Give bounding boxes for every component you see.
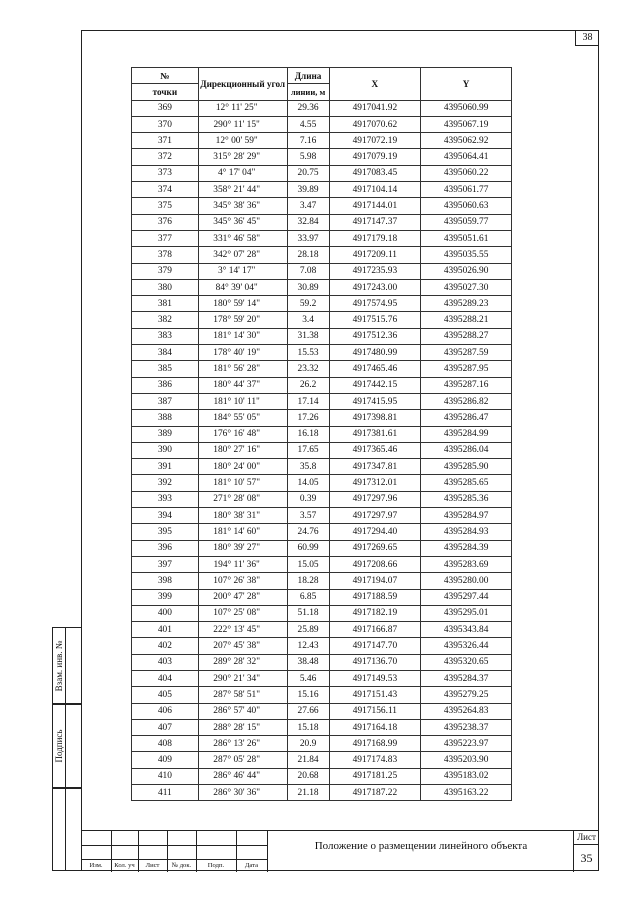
cell-x: 4917243.00 — [329, 279, 421, 295]
cell-x: 4917381.61 — [329, 426, 421, 442]
table-row — [132, 328, 512, 344]
cell-x: 4917182.19 — [329, 605, 421, 621]
cell-length: 0.39 — [287, 491, 329, 507]
table-row — [132, 426, 512, 442]
header-point-number-symbol: № — [132, 68, 199, 84]
table-row — [132, 312, 512, 328]
cell-x: 4917465.46 — [329, 361, 421, 377]
tb-col-docnum: № док. — [171, 862, 192, 869]
cell-y: 4395163.22 — [421, 785, 512, 801]
side-stamp-signature-label: Подпись — [54, 729, 64, 763]
cell-point: 406 — [132, 703, 199, 719]
cell-length: 21.18 — [287, 785, 329, 801]
cell-length: 38.48 — [287, 654, 329, 670]
cell-length: 23.32 — [287, 361, 329, 377]
tb-col-count: Кол. уч — [114, 862, 135, 869]
cell-length: 60.99 — [287, 540, 329, 556]
table-row — [132, 247, 512, 263]
cell-x: 4917415.95 — [329, 393, 421, 409]
header-point-label: точки — [132, 84, 199, 100]
cell-y: 4395035.55 — [421, 247, 512, 263]
cell-y: 4395326.44 — [421, 638, 512, 654]
table-row — [132, 100, 512, 116]
cell-y: 4395287.59 — [421, 345, 512, 361]
cell-x: 4917187.22 — [329, 785, 421, 801]
table-row — [132, 377, 512, 393]
cell-angle: 345° 38' 36" — [198, 198, 287, 214]
cell-x: 4917574.95 — [329, 296, 421, 312]
header-length-top: Длина — [287, 68, 329, 84]
cell-y: 4395295.01 — [421, 605, 512, 621]
cell-x: 4917347.81 — [329, 459, 421, 475]
table-row — [132, 442, 512, 458]
cell-angle: 184° 55' 05" — [198, 410, 287, 426]
cell-point: 375 — [132, 198, 199, 214]
table-row — [132, 719, 512, 735]
cell-length: 15.53 — [287, 345, 329, 361]
cell-x: 4917269.65 — [329, 540, 421, 556]
cell-y: 4395203.90 — [421, 752, 512, 768]
header-y: Y — [421, 68, 512, 101]
cell-y: 4395288.21 — [421, 312, 512, 328]
cell-point: 400 — [132, 605, 199, 621]
cell-y: 4395060.22 — [421, 165, 512, 181]
table-row — [132, 279, 512, 295]
cell-point: 383 — [132, 328, 199, 344]
cell-angle: 289° 28' 32" — [198, 654, 287, 670]
cell-x: 4917188.59 — [329, 589, 421, 605]
cell-length: 7.16 — [287, 133, 329, 149]
cell-point: 374 — [132, 182, 199, 198]
cell-y: 4395320.65 — [421, 654, 512, 670]
cell-angle: 286° 13' 26" — [198, 736, 287, 752]
cell-x: 4917136.70 — [329, 654, 421, 670]
cell-y: 4395285.90 — [421, 459, 512, 475]
cell-angle: 178° 59' 20" — [198, 312, 287, 328]
cell-point: 398 — [132, 573, 199, 589]
cell-angle: 181° 10' 11" — [198, 393, 287, 409]
cell-y: 4395343.84 — [421, 622, 512, 638]
cell-point: 403 — [132, 654, 199, 670]
cell-point: 386 — [132, 377, 199, 393]
cell-point: 410 — [132, 768, 199, 784]
cell-angle: 180° 27' 16" — [198, 442, 287, 458]
cell-x: 4917147.70 — [329, 638, 421, 654]
cell-x: 4917144.01 — [329, 198, 421, 214]
cell-point: 370 — [132, 116, 199, 132]
cell-angle: 290° 21' 34" — [198, 670, 287, 686]
sheet-number: 35 — [580, 851, 593, 865]
cell-angle: 180° 44' 37" — [198, 377, 287, 393]
cell-length: 59.2 — [287, 296, 329, 312]
cell-length: 17.65 — [287, 442, 329, 458]
cell-y: 4395286.82 — [421, 393, 512, 409]
cell-angle: 180° 39' 27" — [198, 540, 287, 556]
table-row — [132, 605, 512, 621]
cell-angle: 222° 13' 45" — [198, 622, 287, 638]
cell-y: 4395284.93 — [421, 524, 512, 540]
table-row — [132, 752, 512, 768]
cell-y: 4395284.99 — [421, 426, 512, 442]
cell-y: 4395286.47 — [421, 410, 512, 426]
cell-angle: 315° 28' 29" — [198, 149, 287, 165]
cell-x: 4917072.19 — [329, 133, 421, 149]
cell-length: 31.38 — [287, 328, 329, 344]
cell-length: 27.66 — [287, 703, 329, 719]
table-row — [132, 393, 512, 409]
cell-point: 391 — [132, 459, 199, 475]
cell-angle: 290° 11' 15" — [198, 116, 287, 132]
sheet-number-box — [573, 831, 599, 872]
cell-length: 39.89 — [287, 182, 329, 198]
cell-point: 369 — [132, 100, 199, 116]
side-stamp-replacement-label: Взам. инв. № — [54, 640, 64, 691]
cell-length: 16.18 — [287, 426, 329, 442]
cell-length: 32.84 — [287, 214, 329, 230]
cell-point: 399 — [132, 589, 199, 605]
cell-x: 4917515.76 — [329, 312, 421, 328]
cell-length: 28.18 — [287, 247, 329, 263]
table-body — [132, 100, 512, 801]
cell-angle: 207° 45' 38" — [198, 638, 287, 654]
cell-x: 4917151.43 — [329, 687, 421, 703]
cell-angle: 287° 05' 28" — [198, 752, 287, 768]
cell-y: 4395264.83 — [421, 703, 512, 719]
cell-point: 409 — [132, 752, 199, 768]
cell-y: 4395289.23 — [421, 296, 512, 312]
table-row — [132, 768, 512, 784]
cell-angle: 176° 16' 48" — [198, 426, 287, 442]
side-stamp-replacement — [52, 627, 81, 704]
cell-y: 4395284.39 — [421, 540, 512, 556]
cell-angle: 331° 46' 58" — [198, 230, 287, 246]
cell-length: 7.08 — [287, 263, 329, 279]
cell-point: 407 — [132, 719, 199, 735]
header-length-unit: линии, м — [287, 84, 329, 100]
title-block — [81, 830, 599, 871]
cell-x: 4917297.96 — [329, 491, 421, 507]
tb-col-sheet: Лист — [145, 862, 160, 869]
cell-y: 4395051.61 — [421, 230, 512, 246]
cell-y: 4395061.77 — [421, 182, 512, 198]
cell-point: 387 — [132, 393, 199, 409]
table-row — [132, 491, 512, 507]
cell-length: 6.85 — [287, 589, 329, 605]
cell-length: 26.2 — [287, 377, 329, 393]
cell-point: 382 — [132, 312, 199, 328]
cell-point: 389 — [132, 426, 199, 442]
cell-length: 30.89 — [287, 279, 329, 295]
cell-x: 4917164.18 — [329, 719, 421, 735]
cell-length: 51.18 — [287, 605, 329, 621]
cell-x: 4917181.25 — [329, 768, 421, 784]
cell-angle: 200° 47' 28" — [198, 589, 287, 605]
cell-y: 4395059.77 — [421, 214, 512, 230]
cell-x: 4917041.92 — [329, 100, 421, 116]
cell-x: 4917209.11 — [329, 247, 421, 263]
cell-x: 4917294.40 — [329, 524, 421, 540]
cell-y: 4395279.25 — [421, 687, 512, 703]
tb-col-date: Дата — [244, 862, 259, 869]
cell-x: 4917442.15 — [329, 377, 421, 393]
table-row — [132, 654, 512, 670]
table-row — [132, 508, 512, 524]
cell-point: 371 — [132, 133, 199, 149]
cell-point: 390 — [132, 442, 199, 458]
table-row — [132, 296, 512, 312]
cell-length: 20.68 — [287, 768, 329, 784]
table-row — [132, 133, 512, 149]
table-row — [132, 736, 512, 752]
cell-y: 4395285.36 — [421, 491, 512, 507]
sheet-label: Лист — [574, 831, 599, 845]
cell-point: 402 — [132, 638, 199, 654]
cell-length: 25.89 — [287, 622, 329, 638]
cell-angle: 12° 11' 25" — [198, 100, 287, 116]
cell-length: 24.76 — [287, 524, 329, 540]
table-row — [132, 116, 512, 132]
cell-length: 15.18 — [287, 719, 329, 735]
cell-length: 15.05 — [287, 556, 329, 572]
cell-y: 4395223.97 — [421, 736, 512, 752]
cell-y: 4395297.44 — [421, 589, 512, 605]
cell-angle: 345° 36' 45" — [198, 214, 287, 230]
cell-y: 4395067.19 — [421, 116, 512, 132]
cell-y: 4395285.65 — [421, 475, 512, 491]
cell-point: 411 — [132, 785, 199, 801]
cell-angle: 181° 14' 60" — [198, 524, 287, 540]
page-number-top: 38 — [575, 30, 599, 46]
coordinates-table — [131, 67, 512, 801]
cell-angle: 181° 14' 30" — [198, 328, 287, 344]
table-row — [132, 622, 512, 638]
cell-x: 4917398.81 — [329, 410, 421, 426]
cell-point: 394 — [132, 508, 199, 524]
cell-angle: 194° 11' 36" — [198, 556, 287, 572]
cell-length: 33.97 — [287, 230, 329, 246]
cell-y: 4395280.00 — [421, 573, 512, 589]
cell-point: 405 — [132, 687, 199, 703]
cell-point: 385 — [132, 361, 199, 377]
cell-point: 377 — [132, 230, 199, 246]
table-row — [132, 785, 512, 801]
cell-point: 388 — [132, 410, 199, 426]
cell-length: 3.4 — [287, 312, 329, 328]
table-row — [132, 198, 512, 214]
cell-angle: 287° 58' 51" — [198, 687, 287, 703]
cell-y: 4395183.02 — [421, 768, 512, 784]
table-row — [132, 540, 512, 556]
cell-x: 4917104.14 — [329, 182, 421, 198]
header-direction-angle: Дирекционный угол — [198, 68, 287, 101]
cell-length: 18.28 — [287, 573, 329, 589]
cell-angle: 286° 30' 36" — [198, 785, 287, 801]
cell-y: 4395060.63 — [421, 198, 512, 214]
cell-x: 4917297.97 — [329, 508, 421, 524]
tb-col-change: Изм. — [89, 862, 103, 869]
cell-length: 17.26 — [287, 410, 329, 426]
title-block-revisions-grid — [81, 831, 267, 872]
cell-angle: 180° 59' 14" — [198, 296, 287, 312]
cell-y: 4395064.41 — [421, 149, 512, 165]
cell-length: 20.9 — [287, 736, 329, 752]
cell-point: 381 — [132, 296, 199, 312]
cell-x: 4917208.66 — [329, 556, 421, 572]
cell-x: 4917156.11 — [329, 703, 421, 719]
cell-y: 4395060.99 — [421, 100, 512, 116]
cell-length: 15.16 — [287, 687, 329, 703]
side-stamp-inventory — [52, 788, 81, 871]
cell-length: 3.47 — [287, 198, 329, 214]
cell-length: 20.75 — [287, 165, 329, 181]
cell-y: 4395286.04 — [421, 442, 512, 458]
table-row — [132, 459, 512, 475]
cell-x: 4917166.87 — [329, 622, 421, 638]
cell-point: 372 — [132, 149, 199, 165]
cell-x: 4917079.19 — [329, 149, 421, 165]
table-row — [132, 361, 512, 377]
cell-angle: 107° 25' 08" — [198, 605, 287, 621]
cell-y: 4395238.37 — [421, 719, 512, 735]
table-row — [132, 573, 512, 589]
cell-y: 4395284.37 — [421, 670, 512, 686]
cell-x: 4917070.62 — [329, 116, 421, 132]
table-row — [132, 182, 512, 198]
cell-angle: 181° 10' 57" — [198, 475, 287, 491]
cell-x: 4917365.46 — [329, 442, 421, 458]
cell-point: 404 — [132, 670, 199, 686]
table-row — [132, 165, 512, 181]
cell-angle: 271° 28' 08" — [198, 491, 287, 507]
cell-point: 378 — [132, 247, 199, 263]
cell-point: 380 — [132, 279, 199, 295]
cell-angle: 288° 28' 15" — [198, 719, 287, 735]
cell-point: 401 — [132, 622, 199, 638]
cell-length: 17.14 — [287, 393, 329, 409]
cell-length: 4.55 — [287, 116, 329, 132]
cell-x: 4917149.53 — [329, 670, 421, 686]
cell-angle: 342° 07' 28" — [198, 247, 287, 263]
cell-point: 392 — [132, 475, 199, 491]
table-row — [132, 589, 512, 605]
cell-x: 4917194.07 — [329, 573, 421, 589]
cell-point: 395 — [132, 524, 199, 540]
cell-length: 3.57 — [287, 508, 329, 524]
header-x: X — [329, 68, 421, 101]
cell-x: 4917179.18 — [329, 230, 421, 246]
side-stamp-signature — [52, 704, 81, 788]
cell-x: 4917147.37 — [329, 214, 421, 230]
table-row — [132, 345, 512, 361]
tb-col-signature: Подп. — [207, 862, 225, 869]
cell-angle: 180° 24' 00" — [198, 459, 287, 475]
table-row — [132, 149, 512, 165]
cell-length: 5.98 — [287, 149, 329, 165]
cell-length: 5.46 — [287, 670, 329, 686]
cell-length: 29.36 — [287, 100, 329, 116]
cell-point: 379 — [132, 263, 199, 279]
cell-y: 4395287.16 — [421, 377, 512, 393]
table-row — [132, 214, 512, 230]
cell-angle: 178° 40' 19" — [198, 345, 287, 361]
cell-y: 4395288.27 — [421, 328, 512, 344]
cell-angle: 181° 56' 28" — [198, 361, 287, 377]
cell-point: 393 — [132, 491, 199, 507]
cell-length: 21.84 — [287, 752, 329, 768]
cell-y: 4395062.92 — [421, 133, 512, 149]
cell-angle: 286° 46' 44" — [198, 768, 287, 784]
cell-x: 4917174.83 — [329, 752, 421, 768]
cell-length: 14.05 — [287, 475, 329, 491]
table-row — [132, 475, 512, 491]
cell-angle: 4° 17' 04" — [198, 165, 287, 181]
table-row — [132, 556, 512, 572]
cell-x: 4917512.36 — [329, 328, 421, 344]
document-title: Положение о размещении линейного объекта — [267, 831, 574, 872]
table-row — [132, 230, 512, 246]
cell-point: 384 — [132, 345, 199, 361]
cell-point: 376 — [132, 214, 199, 230]
cell-x: 4917312.01 — [329, 475, 421, 491]
cell-x: 4917168.99 — [329, 736, 421, 752]
cell-angle: 12° 00' 59" — [198, 133, 287, 149]
cell-angle: 286° 57' 40" — [198, 703, 287, 719]
cell-length: 35.8 — [287, 459, 329, 475]
table-row — [132, 703, 512, 719]
cell-x: 4917083.45 — [329, 165, 421, 181]
cell-angle: 84° 39' 04" — [198, 279, 287, 295]
cell-y: 4395283.69 — [421, 556, 512, 572]
table-row — [132, 638, 512, 654]
cell-angle: 358° 21' 44" — [198, 182, 287, 198]
cell-y: 4395027.30 — [421, 279, 512, 295]
cell-angle: 180° 38' 31" — [198, 508, 287, 524]
cell-angle: 3° 14' 17" — [198, 263, 287, 279]
cell-y: 4395287.95 — [421, 361, 512, 377]
cell-point: 396 — [132, 540, 199, 556]
table-row — [132, 670, 512, 686]
cell-length: 12.43 — [287, 638, 329, 654]
cell-x: 4917480.99 — [329, 345, 421, 361]
cell-angle: 107° 26' 38" — [198, 573, 287, 589]
table-row — [132, 263, 512, 279]
cell-point: 408 — [132, 736, 199, 752]
table-row — [132, 687, 512, 703]
table-row — [132, 524, 512, 540]
table-row — [132, 410, 512, 426]
cell-x: 4917235.93 — [329, 263, 421, 279]
cell-y: 4395026.90 — [421, 263, 512, 279]
cell-y: 4395284.97 — [421, 508, 512, 524]
cell-point: 397 — [132, 556, 199, 572]
cell-point: 373 — [132, 165, 199, 181]
